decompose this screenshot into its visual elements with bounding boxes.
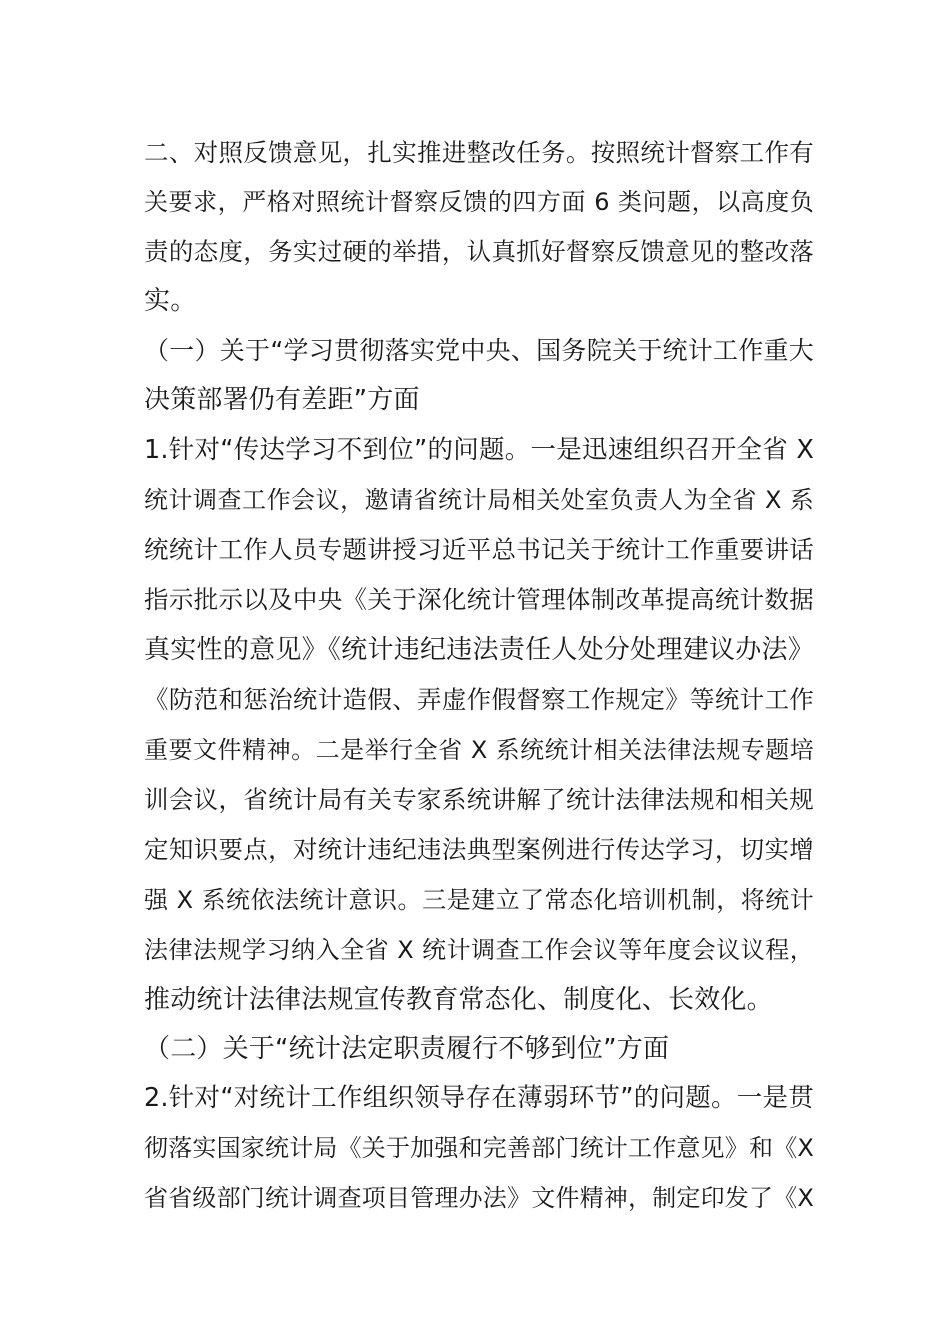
text-line: 重要文件精神。二是举行全省 X 系统统计相关法律法规专题培: [144, 736, 814, 764]
section-heading: （一）关于“学习贯彻落实党中央、国务院关于统计工作重大: [144, 336, 814, 365]
text-line: 统统计工作人员专题讲授习近平总书记关于统计工作重要讲话: [144, 535, 814, 564]
text-line: 1.针对“传达学习不到位”的问题。一是迅速组织召开全省 X: [144, 435, 814, 465]
text-line: 彻落实国家统计局《关于加强和完善部门统计工作意见》和《X: [144, 1134, 815, 1162]
section-heading: （二）关于“统计法定职责履行不够到位”方面: [144, 1034, 670, 1064]
text-line: 法律法规学习纳入全省 X 统计调查工作会议等年度会议议程，: [144, 936, 814, 964]
text-line: 2.针对“对统计工作组织领导存在薄弱环节”的问题。一是贯: [144, 1083, 814, 1113]
text-line: 二、对照反馈意见，扎实推进整改任务。按照统计督察工作有: [144, 138, 814, 167]
text-line: 关要求，严格对照统计督察反馈的四方面 6 类问题，以高度负: [144, 188, 814, 216]
text-line: 统计调查工作会议，邀请省统计局相关处室负责人为全省 X 系: [144, 486, 814, 514]
section-heading: 决策部署仍有差距”方面: [144, 385, 420, 415]
text-line: 强 X 系统依法统计意识。三是建立了常态化培训机制，将统计: [144, 886, 814, 914]
text-line: 责的态度，务实过硬的举措，认真抓好督察反馈意见的整改落: [144, 237, 814, 266]
text-line: 指示批示以及中央《关于深化统计管理体制改革提高统计数据: [144, 585, 814, 614]
text-line: 省省级部门统计调查项目管理办法》文件精神，制定印发了《X: [144, 1184, 815, 1212]
text-line: 实。: [144, 286, 197, 316]
text-line: 定知识要点，对统计违纪违法典型案例进行传达学习，切实增: [144, 835, 814, 864]
text-line: 真实性的意见》《统计违纪违法责任人处分处理建议办法》: [144, 635, 814, 665]
text-line: 训会议，省统计局有关专家系统讲解了统计法律法规和相关规: [144, 785, 814, 814]
text-line: 《防范和惩治统计造假、弄虚作假督察工作规定》等统计工作: [144, 685, 814, 714]
text-line: 推动统计法律法规宣传教育常态化、制度化、长效化。: [144, 985, 773, 1015]
